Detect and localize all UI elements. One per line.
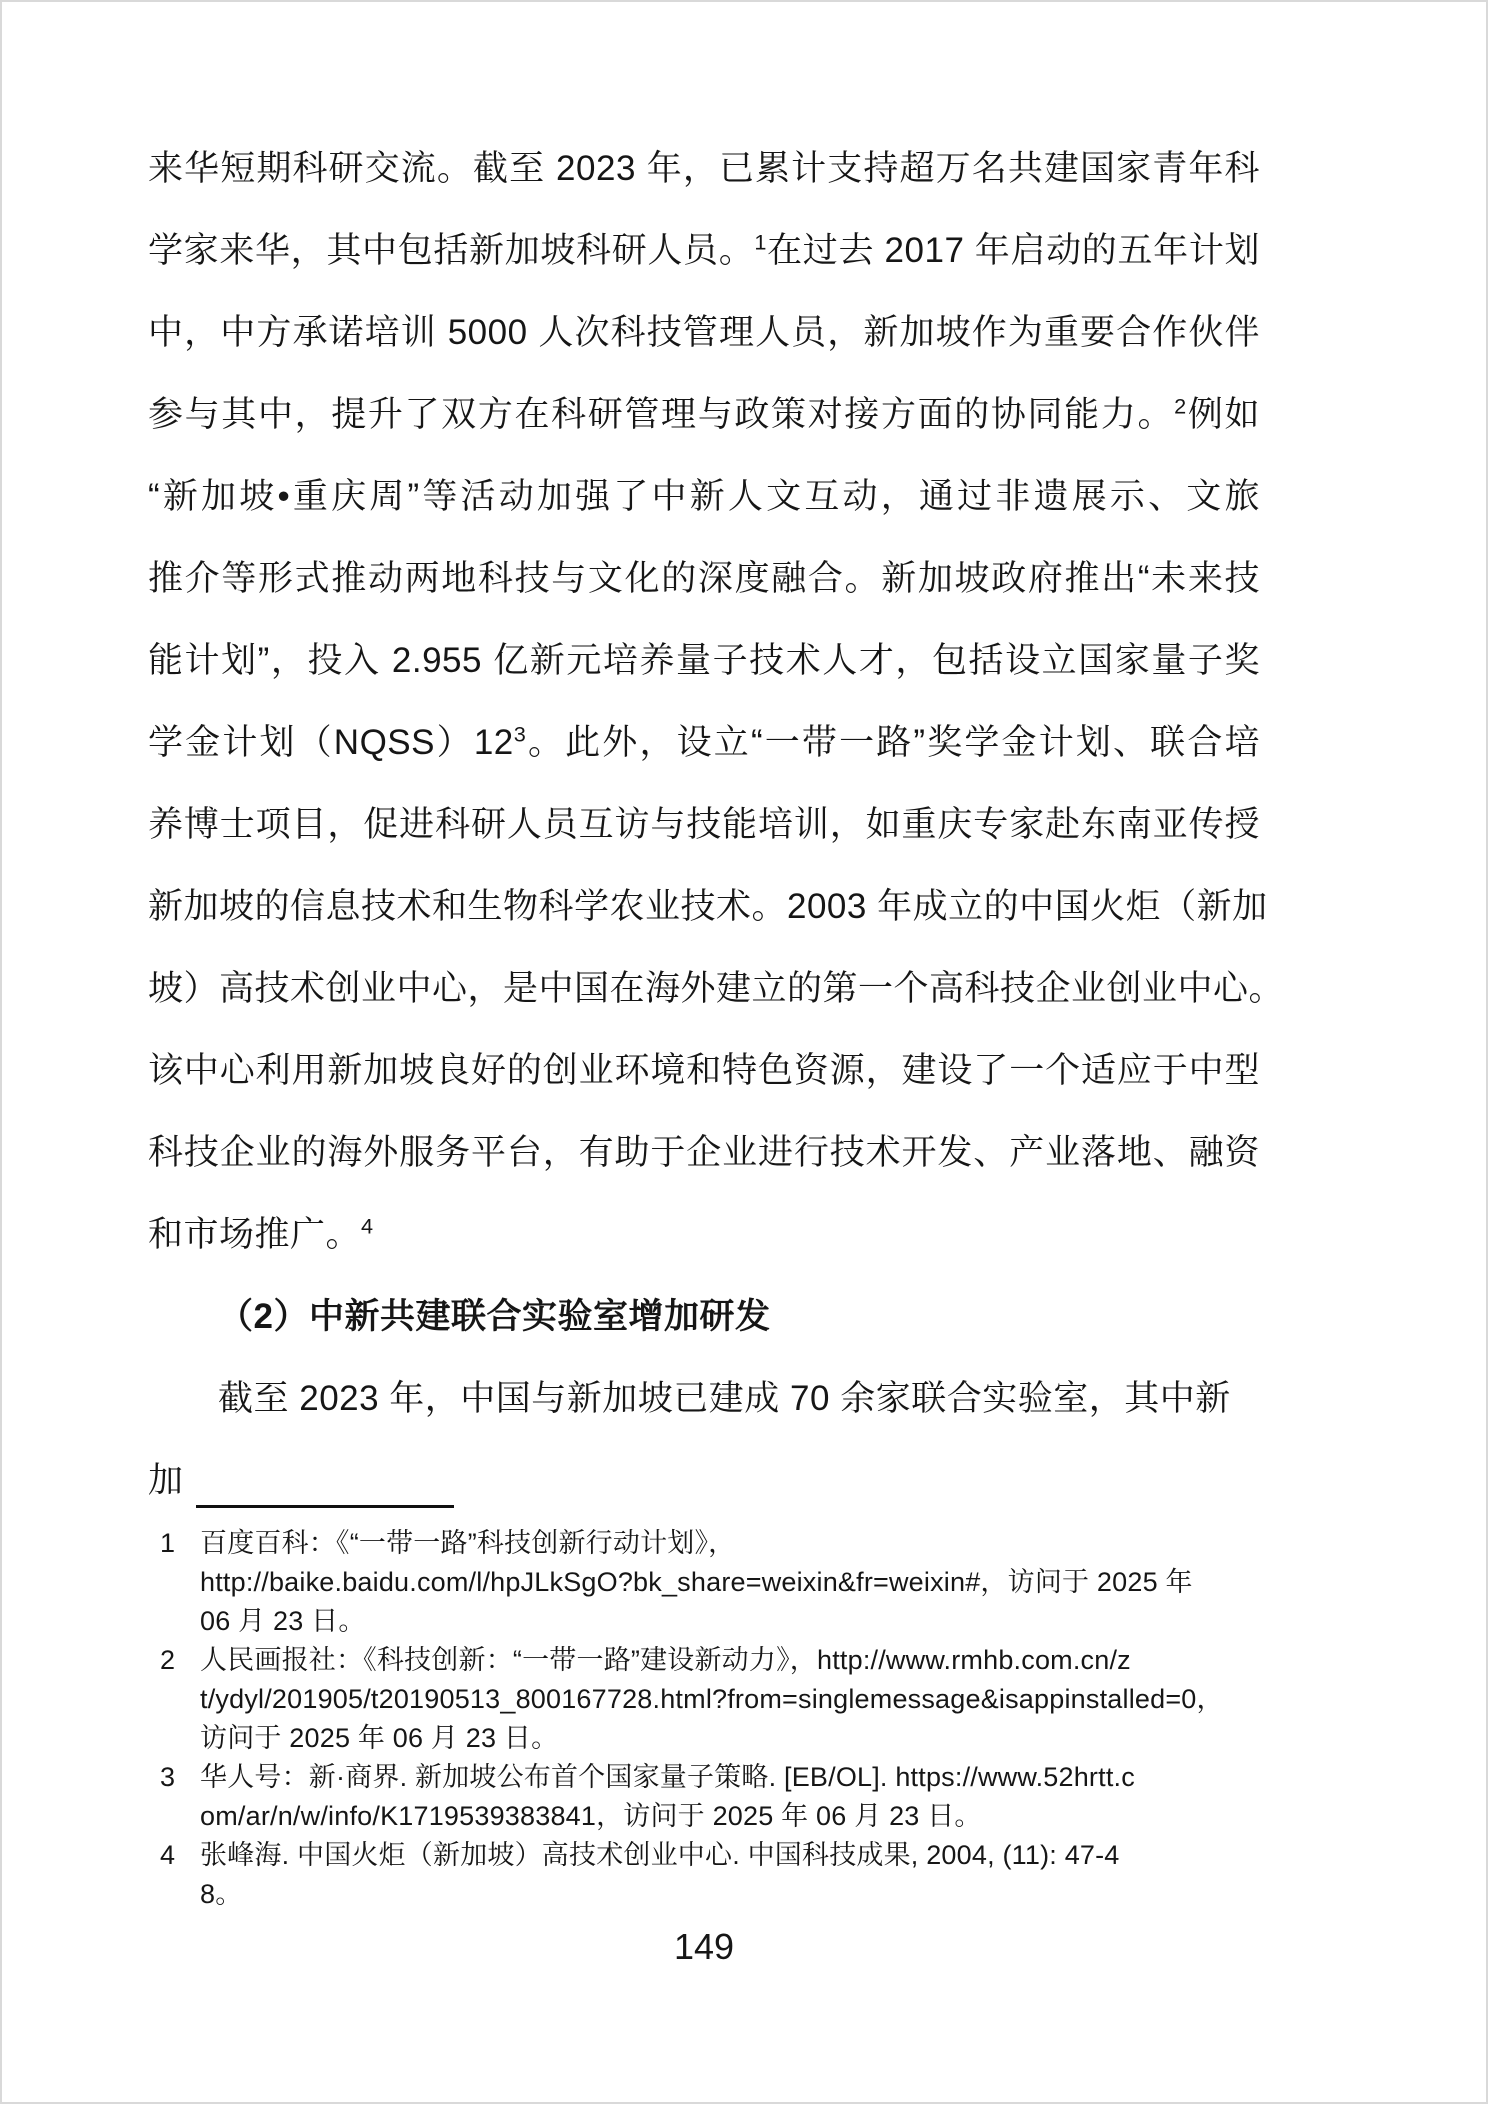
footnote-line: 06 月 23 日。 — [200, 1606, 366, 1636]
body-line — [148, 374, 1260, 456]
body-line — [148, 702, 1260, 784]
footnote-number: 4 — [160, 1840, 176, 1870]
footnote-text — [200, 1758, 1260, 1836]
footnote-number: 1 — [160, 1528, 176, 1558]
footnote-separator — [196, 1505, 454, 1508]
body-line — [148, 1030, 1260, 1112]
footnote-list — [160, 1524, 1260, 1914]
body-text-run: 例如 — [1186, 395, 1260, 434]
body-text-run: 学家来华，其中包括新加坡科研人员。 — [148, 231, 755, 270]
body-text-run: 和市场推广。 — [148, 1215, 362, 1254]
footnote-ref: 4 — [361, 1213, 374, 1239]
body-line — [148, 1194, 1260, 1276]
body-text-run: 参与其中，提升了双方在科研管理与政策对接方面的协同能力。 — [148, 395, 1175, 434]
footnote-number: 2 — [160, 1645, 176, 1675]
footnote-line: 人民画报社：《科技创新：“一带一路”建设新动力》，http://www.rmhb.com.cn/z — [200, 1645, 1131, 1675]
footnote-line: 百度百科：《“一带一路”科技创新行动计划》， — [200, 1528, 736, 1558]
body-line — [148, 866, 1268, 948]
body-text-run: “新加坡•重庆周”等活动加强了中新人文互动，通过非遗展示、文旅 — [148, 477, 1260, 516]
body-paragraph-2: 截至 2023 年，中国与新加坡已建成 70 余家联合实验室，其中新加 — [148, 1379, 1231, 1500]
body-paragraph — [148, 128, 1285, 1276]
body-text-run: 推介等形式推动两地科技与文化的深度融合。新加坡政府推出“未来技 — [148, 559, 1260, 598]
body-line — [148, 784, 1260, 866]
footnote-item — [160, 1836, 1260, 1914]
section-heading: （2）中新共建联合实验室增加研发 — [218, 1297, 771, 1336]
footnote-ref: 1 — [754, 229, 767, 255]
body-text-run: 中，中方承诺培训 5000 人次科技管理人员，新加坡作为重要合作伙伴 — [148, 313, 1260, 352]
footnote-item — [160, 1524, 1260, 1641]
body-text-run: 学金计划（NQSS）12 — [148, 723, 514, 762]
body-line — [148, 292, 1260, 374]
body-line — [148, 1112, 1260, 1194]
footnote-item — [160, 1641, 1260, 1758]
body-text-run: 新加坡的信息技术和生物科学农业技术。2003 年成立的中国火炬（新加 — [148, 887, 1268, 926]
footnote-line: 8。 — [200, 1879, 243, 1909]
footnote-line: http://baike.baidu.com/l/hpJLkSgO?bk_share=weixin&fr=weixin#，访问于 2025 年 — [200, 1567, 1193, 1597]
body-line — [148, 128, 1260, 210]
body-text-run: 坡）高技术创业中心，是中国在海外建立的第一个高科技企业创业中心。 — [148, 969, 1285, 1008]
footnote-line: 华人号：新·商界. 新加坡公布首个国家量子策略. [EB/OL]. https://www.52hrtt.c — [200, 1762, 1135, 1792]
footnote-text — [200, 1836, 1260, 1914]
footnote-line: 张峰海. 中国火炬（新加坡）高技术创业中心. 中国科技成果, 2004, (11): 47-4 — [200, 1840, 1120, 1870]
body-line — [148, 456, 1260, 538]
body-text-run: 能计划”，投入 2.955 亿新元培养量子技术人才，包括设立国家量子奖 — [148, 641, 1260, 680]
body-text-run: 科技企业的海外服务平台，有助于企业进行技术开发、产业落地、融资 — [148, 1133, 1260, 1172]
body-text-run: 来华短期科研交流。截至 2023 年，已累计支持超万名共建国家青年科 — [148, 149, 1260, 188]
footnote-item — [160, 1758, 1260, 1836]
body-line — [148, 538, 1260, 620]
footnote-line: 访问于 2025 年 06 月 23 日。 — [200, 1723, 559, 1753]
footnote-text — [200, 1641, 1260, 1758]
page-number: 149 — [673, 1926, 735, 1967]
main-text-block — [148, 128, 1285, 1522]
footnote-ref: 2 — [1174, 393, 1187, 419]
body-text-run: 。此外，设立“一带一路”奖学金计划、联合培 — [526, 723, 1260, 762]
body-text-run: 该中心利用新加坡良好的创业环境和特色资源，建设了一个适应于中型 — [148, 1051, 1260, 1090]
body-text-run: 在过去 2017 年启动的五年计划 — [766, 231, 1260, 270]
footnote-text — [200, 1524, 1260, 1641]
footnote-line: t/ydyl/201905/t20190513_800167728.html?from=singlemessage&isappinstalled=0， — [200, 1684, 1224, 1714]
body-line — [148, 210, 1260, 292]
body-line — [148, 620, 1260, 702]
footnote-line: om/ar/n/w/info/K1719539383841，访问于 2025 年 06 月 23 日。 — [200, 1801, 982, 1831]
footnote-ref: 3 — [513, 721, 527, 747]
footnote-number: 3 — [160, 1762, 176, 1792]
body-line — [148, 948, 1285, 1030]
body-text-run: 养博士项目，促进科研人员互访与技能培训，如重庆专家赴东南亚传授 — [148, 805, 1260, 844]
